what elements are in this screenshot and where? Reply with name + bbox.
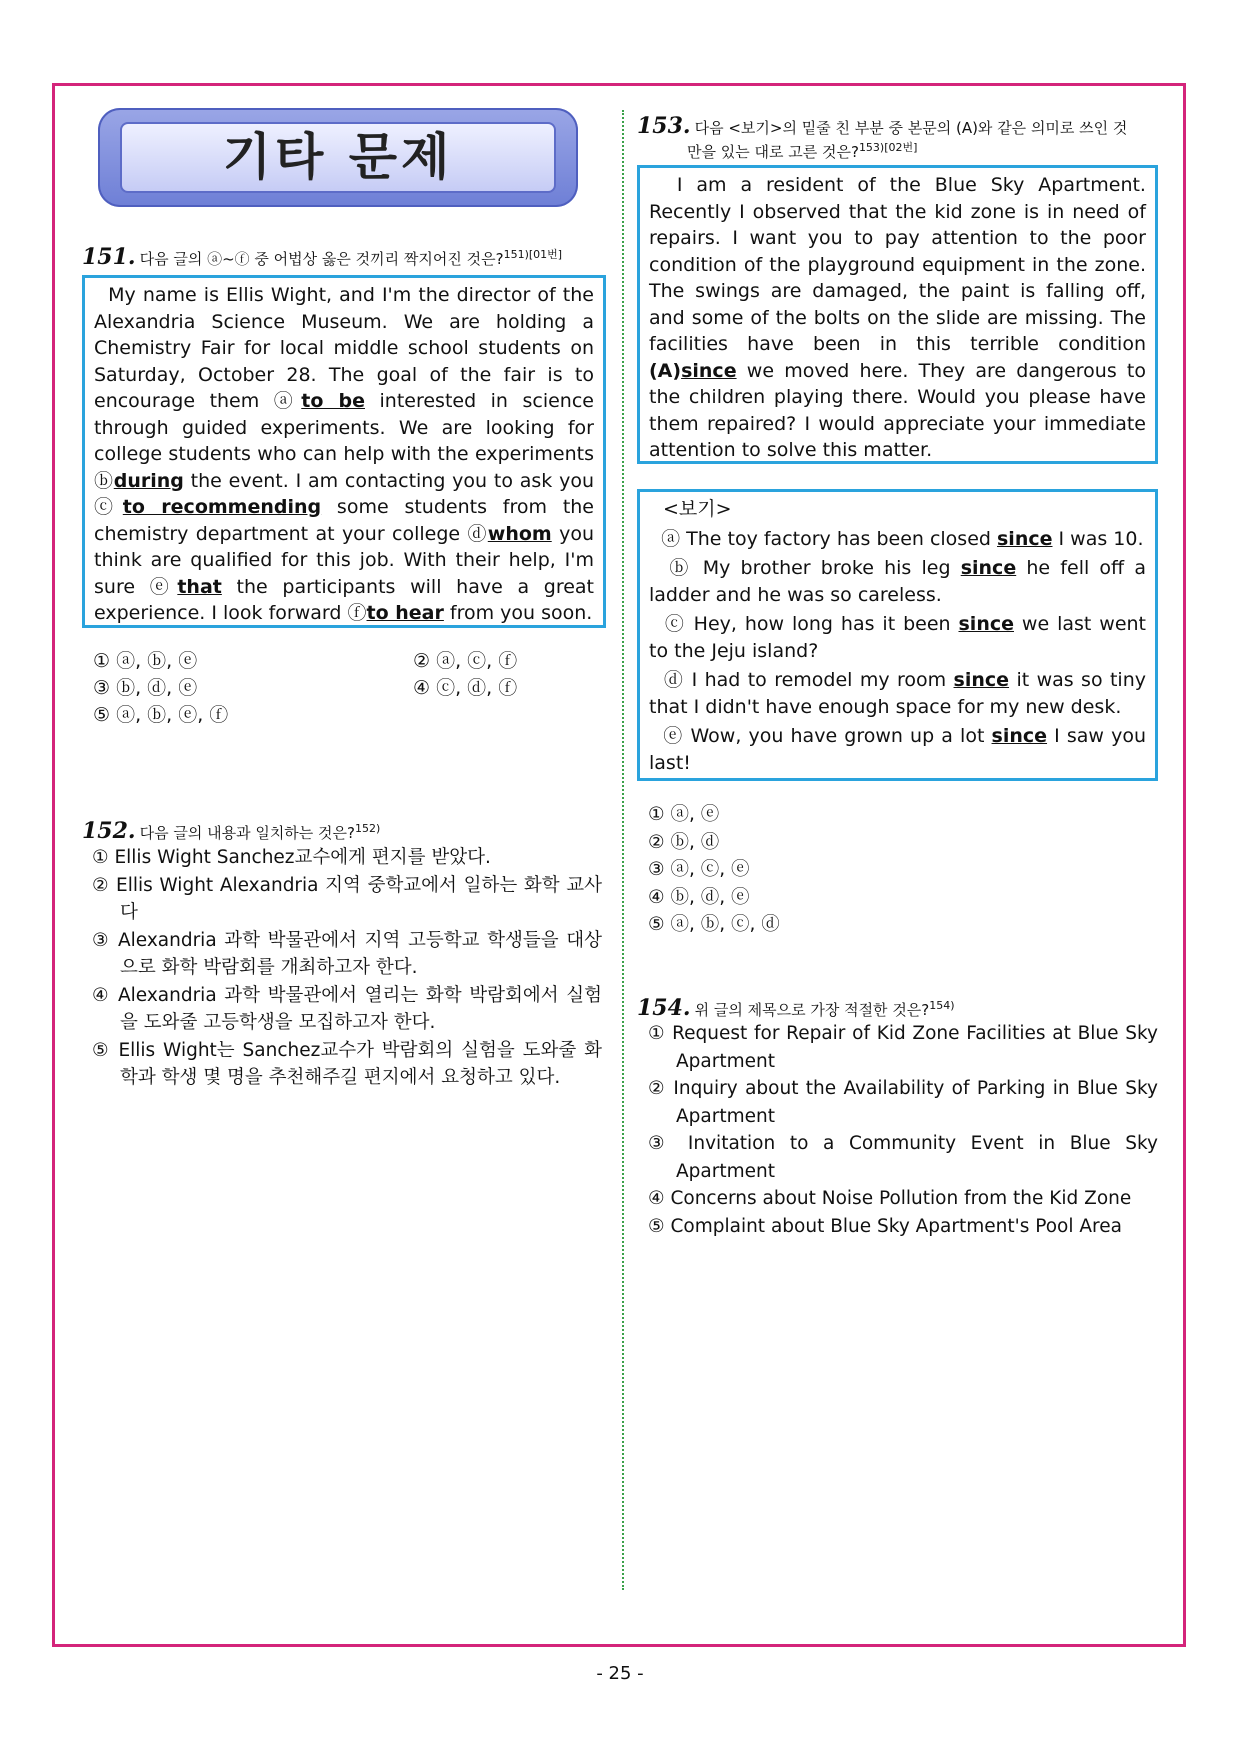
q153-option-5[interactable]: ⑤ ⓐ, ⓑ, ⓒ, ⓓ (648, 914, 780, 935)
q154-option-3[interactable]: ③ Invitation to a Community Event in Blue Sky Apartment (648, 1133, 1158, 1182)
q151-option-3[interactable]: ③ ⓑ, ⓓ, ⓔ (93, 677, 198, 699)
q151-prompt: 다음 글의 ⓐ~ⓕ 중 어법상 옳은 것끼리 짝지어진 것은? (139, 250, 504, 268)
column-divider (622, 110, 624, 1590)
q152-options (92, 844, 602, 1092)
q153-passage: I am a resident of the Blue Sky Apartment. Recently I observed that the kid zone is in need of repairs. I want you to pay attention to the poor condition of the playground equipment in the zone. The swings are damaged, the paint is falling off, and some of the bolts on the slide are missing. The facilities have been in this terrible condition (A)since we moved here. They are dangerous to the children playing there. Would you please have them repaired? I would appreciate your immediate attention to solve this matter. (649, 174, 1146, 461)
q151-item-d: whom (487, 522, 552, 545)
section-title: 기타 문제 (120, 122, 556, 193)
q151-heading (82, 244, 562, 270)
q153-ref: 153)[02번] (858, 141, 918, 154)
q154-options (648, 1020, 1158, 1240)
q151-option-5[interactable]: ⑤ ⓐ, ⓑ, ⓔ, ⓕ (93, 704, 229, 726)
q151-item-b: during (113, 469, 184, 492)
q151-item-f: to hear (366, 602, 444, 624)
q154-heading (637, 995, 955, 1021)
q154-prompt: 위 글의 제목으로 가장 적절한 것은? (694, 1001, 930, 1019)
q154-option-2[interactable]: ② Inquiry about the Availability of Parking in Blue Sky Apartment (648, 1078, 1158, 1127)
q154-option-5[interactable]: ⑤ Complaint about Blue Sky Apartment's Pool Area (648, 1215, 1122, 1237)
q151-option-1[interactable]: ① ⓐ, ⓑ, ⓔ (93, 650, 198, 672)
q152-number: 152. (82, 818, 136, 844)
q154-option-1[interactable]: ① Request for Repair of Kid Zone Facilities at Blue Sky Apartment (648, 1023, 1158, 1072)
bogi-item-c: ⓒ Hey, how long has it been since we last went to the Jeju island? (649, 613, 1146, 662)
q153-underlined-since: since (681, 359, 737, 382)
bogi-title: <보기> (663, 498, 732, 520)
q153-bogi-box (637, 489, 1158, 781)
q151-item-e: that (177, 575, 222, 598)
q153-option-3[interactable]: ③ ⓐ, ⓒ, ⓔ (648, 859, 750, 880)
q151-item-a: to be (301, 390, 365, 412)
q154-option-4[interactable]: ④ Concerns about Noise Pollution from the Kid Zone (648, 1188, 1132, 1209)
q152-ref: 152) (355, 822, 381, 835)
q152-option-4[interactable]: ④ Alexandria 과학 박물관에서 열리는 화학 박람회에서 실험을 도와줄 고등학생을 모집하고자 한다. (92, 984, 602, 1033)
q153-prompt-line2: 만을 있는 대로 고른 것은? (687, 143, 859, 161)
q151-option-2[interactable]: ② ⓐ, ⓒ, ⓕ (413, 650, 518, 672)
bogi-item-d: ⓓ I had to remodel my room since it was so tiny that I didn't have enough space for my new desk. (649, 669, 1146, 718)
q153-option-4[interactable]: ④ ⓑ, ⓓ, ⓔ (648, 886, 750, 908)
q152-option-5[interactable]: ⑤ Ellis Wight는 Sanchez교수가 박람회의 실험을 도와줄 화학과 학생 몇 명을 추천해주길 편지에서 요청하고 있다. (92, 1039, 602, 1088)
q151-ref: 151)[01번] (503, 248, 563, 261)
q151-passage-box (82, 275, 606, 628)
q153-heading (637, 113, 1162, 162)
q153-passage-box (637, 165, 1158, 464)
bogi-item-a: ⓐ The toy factory has been closed since I was 10. (661, 527, 1144, 550)
q154-ref: 154) (929, 999, 955, 1012)
q153-option-1[interactable]: ① ⓐ, ⓔ (648, 804, 720, 825)
q152-prompt: 다음 글의 내용과 일치하는 것은? (139, 824, 355, 842)
q154-number: 154. (637, 995, 691, 1021)
q153-option-2[interactable]: ② ⓑ, ⓓ (648, 831, 720, 853)
bogi-item-e: ⓔ Wow, you have grown up a lot since I saw you last! (649, 725, 1147, 774)
q153-options (648, 801, 948, 939)
q152-option-3[interactable]: ③ Alexandria 과학 박물관에서 지역 고등학교 학생들을 대상으로 화학 박람회를 개최하고자 한다. (92, 929, 602, 978)
q152-option-2[interactable]: ② Ellis Wight Alexandria 지역 중학교에서 일하는 화학 교사다 (92, 874, 602, 923)
q153-label-a: (A) (649, 359, 682, 382)
q153-number: 153. (637, 113, 691, 139)
q152-heading (82, 818, 380, 844)
q151-item-c: to recommending (122, 496, 322, 518)
section-title-banner (98, 108, 578, 207)
q152-option-1[interactable]: ① Ellis Wight Sanchez교수에게 편지를 받았다. (92, 847, 491, 868)
q153-prompt-line1: 다음 <보기>의 밑줄 친 부분 중 본문의 (A)와 같은 의미로 쓰인 것 (694, 119, 1128, 137)
q151-option-4[interactable]: ④ ⓒ, ⓓ, ⓕ (413, 677, 518, 699)
page-number: - 25 - (596, 1663, 644, 1684)
q151-number: 151. (82, 244, 136, 270)
q151-passage: My name is Ellis Wight, and I'm the director of the Alexandria Science Museum. We are holding a Chemistry Fair for local middle school students on Saturday, October 28. The goal of the fair is to encourage them ⓐto be interested in science through guided experiments. We are looking for college students who can help with the experiments ⓑduring the event. I am contacting you to ask you ⓒto recommending some students from the chemistry department at your college ⓓwhom you think are qualified for this job. With their help, I'm sure ⓔthat the participants will have a great experience. I look forward ⓕto hear from you soon. (94, 284, 594, 624)
bogi-item-b: ⓑ My brother broke his leg since he fell off a ladder and he was so careless. (649, 557, 1146, 606)
